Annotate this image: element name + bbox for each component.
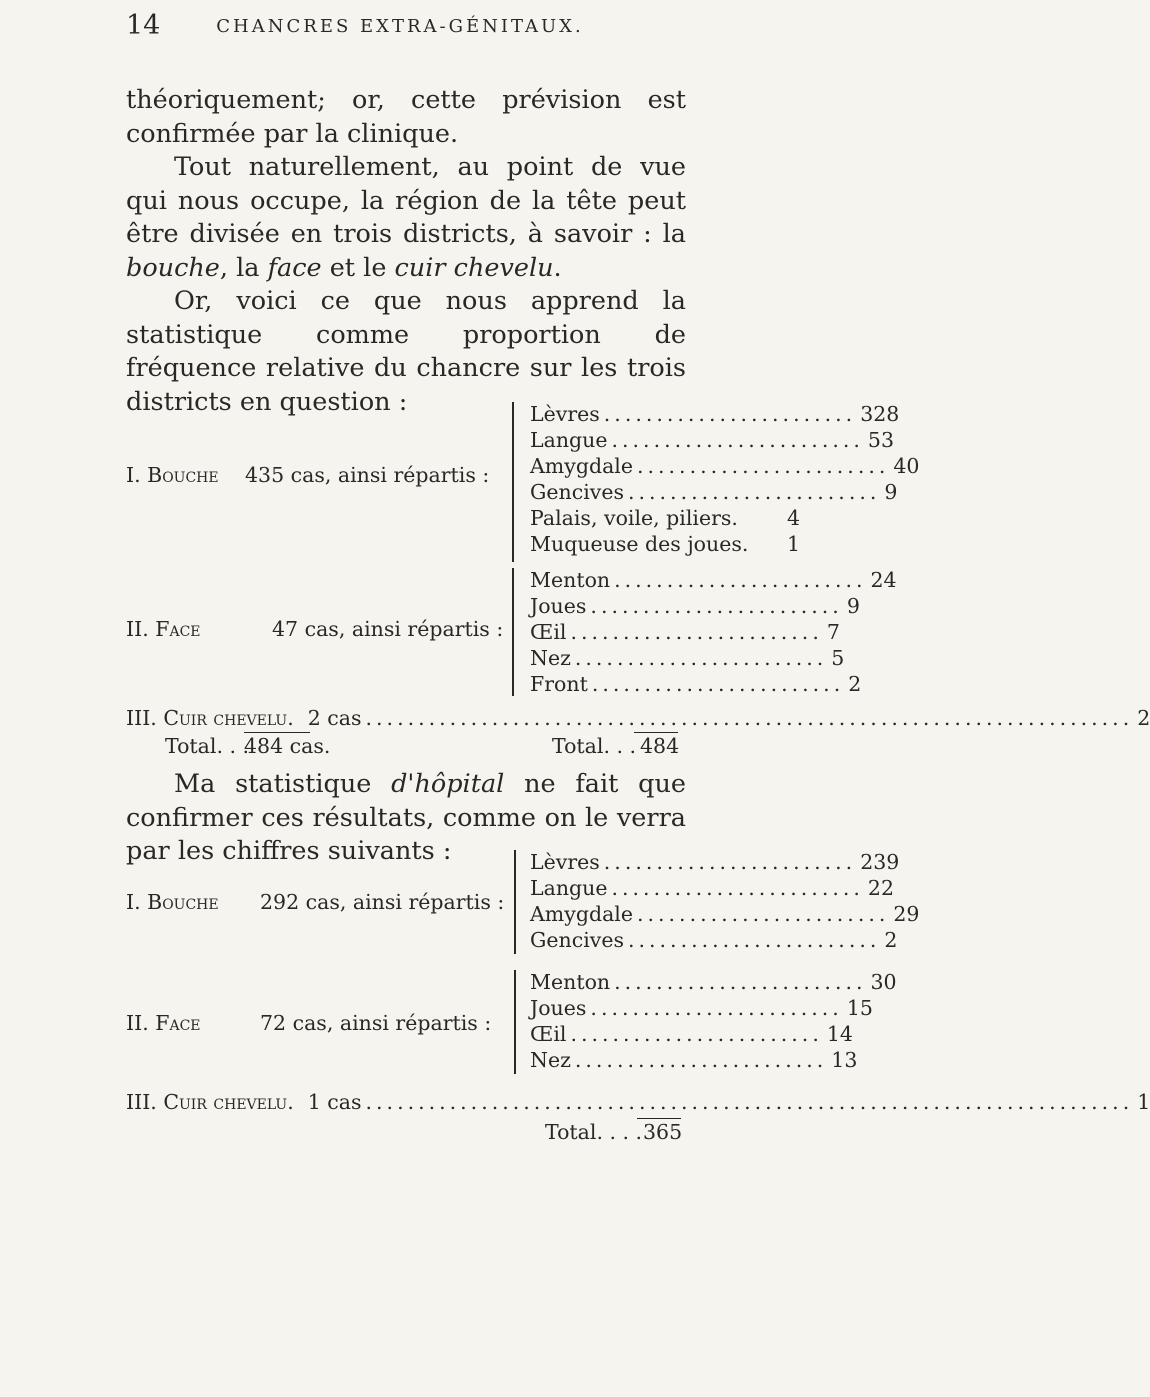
t1-bouche-brace [512, 402, 521, 562]
t2-face-item: Menton ........................ 30 [530, 970, 897, 994]
t1-right-rule [634, 732, 678, 733]
t2-bouche-brace [514, 850, 523, 954]
t1-total-left: 484 cas. [244, 734, 331, 758]
t1-face-item: Menton ........................ 24 [530, 568, 897, 592]
t2-face-item: Joues ........................ 15 [530, 996, 873, 1020]
page-header [126, 10, 674, 46]
t1-total-left-label: Total. . . [165, 734, 250, 758]
t2-total: 365 [643, 1120, 683, 1144]
p4-text-c: ne fait que confirmer ces résultats, comme on le verra par les chiffres suivants : [126, 769, 686, 866]
t2-bouche-label: I. Bouche [126, 890, 219, 914]
t2-cuir-label: III. Cuir chevelu. [126, 1090, 294, 1114]
t1-cuir-cases: 2 cas [307, 706, 362, 730]
p2-text-c: , la [219, 252, 268, 283]
t1-face-item: Joues ........................ 9 [530, 594, 860, 618]
paragraph-3 [126, 285, 686, 419]
p2-text-e: et le [321, 252, 395, 283]
t1-bouche-item: Palais, voile, piliers. 4 [530, 506, 800, 530]
t2-bouche-item: Lèvres ........................ 239 [530, 850, 900, 874]
t2-face-item: Nez ........................ 13 [530, 1048, 858, 1072]
t2-cuir-row: III. Cuir chevelu. 1 cas ......................................................................... 1 [126, 1090, 1150, 1114]
paragraph-3-text: Or, voici ce que nous apprend la statistique comme proportion de fréquence relative du chancre sur les trois districts en question : [126, 286, 686, 417]
t2-bouche-item: Gencives ........................ 2 [530, 928, 898, 952]
t2-cuir-value: 1 [1137, 1090, 1150, 1114]
t1-bouche-item: Lèvres ........................ 328 [530, 402, 900, 426]
t1-face-item: Front ........................ 2 [530, 672, 862, 696]
t1-left-rule [244, 732, 310, 733]
t1-total-right: 484 [640, 734, 680, 758]
t2-total-label: Total. . . . [545, 1120, 643, 1144]
t2-bouche-cases: 292 cas, ainsi répartis : [260, 890, 505, 914]
t1-bouche-item: Langue ........................ 53 [530, 428, 894, 452]
t1-face-item: Œil ........................ 7 [530, 620, 840, 644]
t1-bouche-item: Muqueuse des joues. 1 [530, 532, 800, 556]
t2-face-item: Œil ........................ 14 [530, 1022, 853, 1046]
page-number: 14 [126, 10, 161, 41]
t1-cuir-label: III. Cuir chevelu. [126, 706, 294, 730]
t2-face-brace [514, 970, 523, 1074]
p2-term-face: face [267, 252, 322, 283]
p2-term-cuir: cuir chevelu [394, 252, 554, 283]
t1-face-label: II. Face [126, 617, 201, 641]
p2-text-g: . [553, 252, 562, 283]
t1-bouche-item: Amygdale ........................ 40 [530, 454, 920, 478]
p4-text-a: Ma statistique [174, 769, 392, 799]
t2-right-rule [637, 1118, 681, 1119]
t1-cuir-value: 2 [1137, 706, 1150, 730]
p2-term-bouche: bouche [126, 252, 220, 283]
t2-face-cases: 72 cas, ainsi répartis : [260, 1011, 492, 1035]
t1-bouche-item: Gencives ........................ 9 [530, 480, 898, 504]
t1-bouche-cases: 435 cas, ainsi répartis : [245, 463, 490, 487]
t1-face-cases: 47 cas, ainsi répartis : [272, 617, 504, 641]
t2-bouche-item: Langue ........................ 22 [530, 876, 894, 900]
paragraph-2 [126, 151, 686, 285]
running-title: CHANCRES EXTRA-GÉNITAUX. [216, 16, 584, 37]
t1-total-right-label: Total. . . [552, 734, 637, 758]
t1-face-brace [512, 568, 521, 696]
paragraph-1-text: théoriquement; or, cette prévision est confirmée par la clinique. [126, 85, 686, 149]
t1-face-item: Nez ........................ 5 [530, 646, 845, 670]
t2-bouche-item: Amygdale ........................ 29 [530, 902, 920, 926]
t1-cuir-row: III. Cuir chevelu. 2 cas ......................................................................... 2 [126, 706, 1150, 730]
p4-term-hopital: d'hôpital [391, 769, 505, 799]
t2-face-label: II. Face [126, 1011, 201, 1035]
t2-cuir-cases: 1 cas [307, 1090, 362, 1114]
p2-text-a: Tout naturellement, au point de vue qui nous occupe, la région de la tête peut être divisée en trois districts, à savoir : la [126, 152, 686, 249]
paragraph-1 [126, 84, 686, 151]
t1-bouche-label: I. Bouche [126, 463, 219, 487]
